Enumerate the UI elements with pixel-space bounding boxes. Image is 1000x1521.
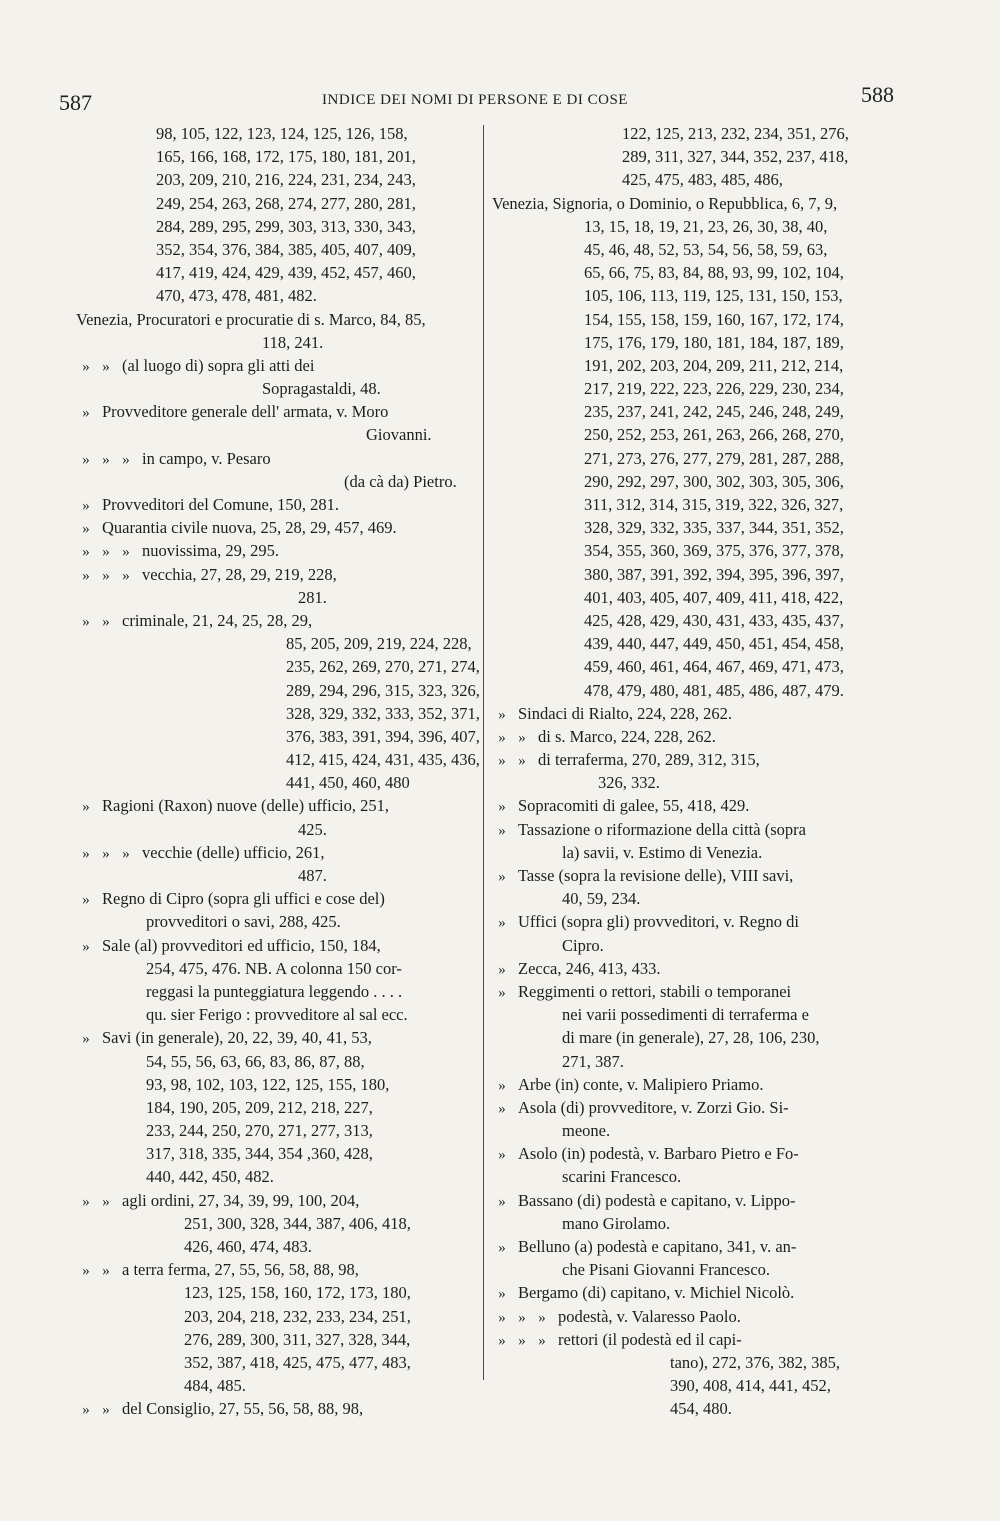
index-line-text: Cipro.	[562, 935, 604, 955]
index-line-text: 441, 450, 460, 480	[286, 773, 410, 793]
ditto-mark: »	[82, 405, 90, 422]
index-line-text: 250, 252, 253, 261, 263, 266, 268, 270,	[584, 425, 844, 445]
index-line	[76, 586, 476, 609]
index-line-text: Asola (di) provveditore, v. Zorzi Gio. Si-	[518, 1097, 789, 1117]
index-line-text: 354, 355, 360, 369, 375, 376, 377, 378,	[584, 541, 844, 561]
index-line	[492, 400, 900, 423]
page-number-left: 587	[59, 90, 92, 115]
index-line-text: 249, 254, 263, 268, 274, 277, 280, 281,	[156, 193, 416, 213]
index-line-text: 328, 329, 332, 335, 337, 344, 351, 352,	[584, 518, 844, 538]
index-line-text: 13, 15, 18, 19, 21, 23, 26, 30, 38, 40,	[584, 216, 828, 236]
ditto-mark: »	[82, 799, 90, 816]
index-line-text: 425.	[298, 819, 327, 839]
index-line	[76, 655, 480, 678]
index-line-text: 376, 383, 391, 394, 396, 407,	[286, 726, 480, 746]
index-line-text: 165, 166, 168, 172, 175, 180, 181, 201,	[156, 147, 416, 167]
index-line	[76, 168, 476, 191]
ditto-mark: »	[82, 1193, 90, 1210]
column-divider	[483, 125, 484, 1380]
index-line	[76, 1026, 476, 1049]
index-line	[492, 771, 900, 794]
index-line-text: 65, 66, 75, 83, 84, 88, 93, 99, 102, 104,	[584, 263, 844, 283]
index-line-text: Sale (al) provveditori ed ufficio, 150, 184,	[102, 935, 381, 955]
index-line	[492, 493, 900, 516]
index-line-text: Sindaci di Rialto, 224, 228, 262.	[518, 703, 733, 723]
ditto-mark: »	[498, 1240, 506, 1256]
index-line-text: nuovissima, 29, 295.	[142, 541, 280, 561]
index-line	[492, 818, 900, 841]
index-line-text: Ragioni (Raxon) nuove (delle) ufficio, 251,	[102, 796, 390, 816]
index-line-text: Savi (in generale), 20, 22, 39, 40, 41, 53,	[102, 1028, 372, 1048]
index-line-text: Bassano (di) podestà e capitano, v. Lippo-	[518, 1190, 796, 1210]
index-line	[492, 1050, 900, 1073]
index-line-text: nei varii possedimenti di terraferma e	[562, 1005, 809, 1025]
index-line	[492, 1096, 900, 1119]
index-line	[492, 284, 900, 307]
index-line-text: Venezia, Procuratori e procuratie di s. Marco, 84, 85,	[76, 309, 426, 329]
index-line	[492, 539, 900, 562]
index-line-text: Sopragastaldi, 48.	[262, 379, 381, 399]
ditto-mark: »	[102, 567, 110, 584]
index-line	[492, 1351, 900, 1374]
page-number-right: 588	[861, 82, 894, 107]
index-line	[76, 563, 476, 586]
index-line-text: 105, 106, 113, 119, 125, 131, 150, 153,	[584, 286, 843, 306]
index-line-text: 254, 475, 476. NB. A colonna 150 cor-	[146, 958, 402, 978]
index-line	[76, 1305, 476, 1328]
index-line	[492, 957, 900, 980]
index-line-text: 251, 300, 328, 344, 387, 406, 418,	[184, 1213, 411, 1233]
index-line-text: 417, 419, 424, 429, 439, 452, 457, 460,	[156, 263, 416, 283]
index-line	[492, 470, 900, 493]
index-line	[76, 609, 476, 632]
index-line-text: 425, 428, 429, 430, 431, 433, 435, 437,	[584, 610, 844, 630]
index-line	[492, 1305, 900, 1328]
index-line-text: 326, 332.	[598, 773, 660, 793]
index-line	[492, 1281, 900, 1304]
ditto-mark: »	[82, 845, 90, 862]
index-line-text: Arbe (in) conte, v. Malipiero Priamo.	[518, 1074, 764, 1094]
index-line	[76, 632, 476, 655]
index-line-text: provveditori o savi, 288, 425.	[146, 912, 341, 932]
ditto-mark: »	[498, 729, 506, 746]
index-line-text: rettori (il podestà ed il capi-	[558, 1329, 742, 1349]
index-line-text: 203, 209, 210, 216, 224, 231, 234, 243,	[156, 170, 416, 190]
index-line-text: meone.	[562, 1121, 611, 1141]
ditto-mark: »	[102, 1402, 110, 1419]
index-line-text: 289, 294, 296, 315, 323, 326,	[286, 680, 480, 700]
index-line	[492, 864, 900, 887]
ditto-mark: »	[498, 1077, 506, 1094]
index-line-text: Uffici (sopra gli) provveditori, v. Regno di	[518, 912, 799, 932]
index-line	[76, 887, 476, 910]
index-line	[76, 284, 476, 307]
index-line	[492, 331, 900, 354]
index-line-text: 311, 312, 314, 315, 319, 322, 326, 327,	[584, 495, 844, 514]
index-line-text: 54, 55, 56, 63, 66, 83, 86, 87, 88,	[146, 1051, 365, 1071]
index-line-text: 454, 480.	[670, 1399, 732, 1419]
ditto-mark: »	[102, 1193, 110, 1210]
index-line-text: tano), 272, 376, 382, 385,	[670, 1352, 841, 1372]
index-line	[76, 1096, 476, 1119]
ditto-mark: »	[102, 845, 110, 862]
index-line-text: Bergamo (di) capitano, v. Michiel Nicolò.	[518, 1283, 795, 1303]
index-line-text: 98, 105, 122, 123, 124, 125, 126, 158,	[156, 124, 408, 143]
index-line	[492, 1258, 900, 1281]
index-line-text: 217, 219, 222, 223, 226, 229, 230, 234,	[584, 379, 844, 399]
index-line-text: di terraferma, 270, 289, 312, 315,	[538, 750, 760, 770]
index-line	[492, 655, 900, 678]
index-line	[76, 818, 476, 841]
index-line	[492, 1328, 900, 1351]
ditto-mark: »	[82, 358, 90, 375]
ditto-mark: »	[498, 1309, 506, 1326]
index-line	[76, 145, 476, 168]
index-line	[492, 1374, 900, 1397]
ditto-mark: »	[538, 1309, 546, 1326]
index-line	[492, 192, 900, 215]
index-line-text: scarini Francesco.	[562, 1167, 682, 1187]
index-line-text: 478, 479, 480, 481, 485, 486, 487, 479.	[584, 680, 844, 700]
ditto-mark: »	[82, 498, 90, 514]
ditto-mark: »	[498, 1193, 506, 1210]
index-line-text: 352, 387, 418, 425, 475, 477, 483,	[184, 1352, 411, 1372]
index-line-text: Provveditore generale dell' armata, v. Moro	[102, 402, 389, 422]
index-line	[76, 1351, 476, 1374]
ditto-mark: »	[498, 706, 506, 723]
index-line-text: reggasi la punteggiatura leggendo . . . .	[146, 981, 403, 1001]
index-line-text: 401, 403, 405, 407, 409, 411, 418, 422,	[584, 587, 844, 607]
index-line	[492, 168, 900, 191]
ditto-mark: »	[498, 799, 506, 816]
ditto-mark: »	[518, 1332, 526, 1349]
ditto-mark: »	[518, 1309, 526, 1326]
index-line	[492, 702, 900, 725]
ditto-mark: »	[82, 521, 90, 538]
index-line-text: Sopracomiti di galee, 55, 418, 429.	[518, 796, 750, 816]
index-line-text: (da cà da) Pietro.	[344, 471, 457, 491]
index-line	[76, 702, 480, 725]
index-line	[492, 238, 900, 261]
index-line-text: 439, 440, 447, 449, 450, 451, 454, 458,	[584, 634, 844, 654]
index-line-text: 470, 473, 478, 481, 482.	[156, 286, 317, 306]
index-line-text: 93, 98, 102, 103, 122, 125, 155, 180,	[146, 1074, 390, 1094]
index-line	[76, 864, 476, 887]
ditto-mark: »	[122, 567, 130, 584]
index-line-text: qu. sier Ferigo : provveditore al sal ecc.	[146, 1005, 408, 1025]
index-line-text: di mare (in generale), 27, 28, 106, 230,	[562, 1028, 820, 1048]
index-line-text: 154, 155, 158, 159, 160, 167, 172, 174,	[584, 309, 844, 329]
index-line	[76, 354, 476, 377]
index-line	[492, 1189, 900, 1212]
index-line-text: Quarantia civile nuova, 25, 28, 29, 457, 469.	[102, 518, 397, 538]
index-line-text: vecchie (delle) ufficio, 261,	[142, 842, 325, 862]
index-line	[76, 1003, 476, 1026]
index-line	[492, 1119, 900, 1142]
index-line-text: criminale, 21, 24, 25, 28, 29,	[122, 610, 313, 630]
ditto-mark: »	[498, 869, 506, 885]
index-line	[76, 331, 476, 354]
index-line	[492, 609, 900, 632]
index-line-text: 412, 415, 424, 431, 435, 436,	[286, 750, 480, 770]
index-line	[76, 725, 480, 748]
ditto-mark: »	[498, 822, 506, 839]
index-line	[76, 423, 476, 446]
index-line	[76, 1235, 476, 1258]
ditto-mark: »	[498, 1147, 506, 1164]
index-line-text: 191, 202, 203, 204, 209, 211, 212, 214,	[584, 355, 844, 375]
ditto-mark: »	[82, 938, 90, 955]
index-line-text: 118, 241.	[262, 332, 324, 352]
index-line	[76, 1050, 476, 1073]
index-line-text: 184, 190, 205, 209, 212, 218, 227,	[146, 1097, 373, 1117]
index-line-text: 425, 475, 483, 485, 486,	[622, 170, 783, 190]
index-line	[76, 215, 476, 238]
ditto-mark: »	[122, 451, 130, 468]
index-line	[492, 1397, 900, 1420]
index-line-text: Provveditori del Comune, 150, 281.	[102, 495, 339, 514]
index-line	[492, 215, 900, 238]
index-line	[76, 1165, 476, 1188]
index-line	[76, 377, 476, 400]
ditto-mark: »	[82, 1402, 90, 1419]
index-line-text: Giovanni.	[366, 425, 432, 445]
index-line-text: Belluno (a) podestà e capitano, 341, v. an-	[518, 1237, 797, 1256]
ditto-mark: »	[498, 753, 506, 770]
index-line-text: 484, 485.	[184, 1376, 246, 1396]
index-line	[492, 261, 900, 284]
index-line-text: del Consiglio, 27, 55, 56, 58, 88, 98,	[122, 1399, 364, 1419]
index-line	[492, 1073, 900, 1096]
index-line-text: Tasse (sopra la revisione delle), VIII savi,	[518, 866, 794, 885]
index-line-text: 85, 205, 209, 219, 224, 228,	[286, 634, 472, 654]
ditto-mark: »	[102, 613, 110, 630]
ditto-mark: »	[82, 892, 90, 909]
ditto-mark: »	[498, 1100, 506, 1117]
ditto-mark: »	[82, 1263, 90, 1280]
index-line-text: Tassazione o riformazione della città (sopra	[518, 819, 806, 839]
index-line-text: mano Girolamo.	[562, 1213, 671, 1233]
index-line-text: che Pisani Giovanni Francesco.	[562, 1260, 771, 1280]
index-line	[76, 980, 476, 1003]
index-line	[76, 192, 476, 215]
running-header	[0, 78, 1000, 115]
ditto-mark: »	[82, 1031, 90, 1048]
index-line	[76, 934, 476, 957]
index-line	[492, 934, 900, 957]
index-line	[492, 563, 900, 586]
ditto-mark: »	[498, 1332, 506, 1349]
index-line	[492, 748, 900, 771]
index-line	[492, 586, 900, 609]
index-line-text: 487.	[298, 866, 327, 885]
index-line-text: 122, 125, 213, 232, 234, 351, 276,	[622, 124, 849, 143]
index-line	[492, 308, 900, 331]
index-line-text: di s. Marco, 224, 228, 262.	[538, 726, 716, 746]
index-line-text: podestà, v. Valaresso Paolo.	[558, 1306, 741, 1326]
index-line-text: 281.	[298, 587, 327, 607]
index-line	[76, 910, 476, 933]
index-line-text: 233, 244, 250, 270, 271, 277, 313,	[146, 1121, 373, 1141]
index-line-text: 284, 289, 295, 299, 303, 313, 330, 343,	[156, 216, 416, 236]
ditto-mark: »	[498, 915, 506, 932]
index-line-text: agli ordini, 27, 34, 39, 99, 100, 204,	[122, 1190, 360, 1210]
ditto-mark: »	[82, 544, 90, 561]
index-line	[492, 1212, 900, 1235]
ditto-mark: »	[102, 451, 110, 468]
index-line-text: Venezia, Signoria, o Dominio, o Repubblica, 6, 7, 9,	[492, 193, 838, 213]
index-line	[492, 1235, 900, 1258]
ditto-mark: »	[122, 845, 130, 862]
index-line	[492, 516, 900, 539]
index-line-text: 40, 59, 234.	[562, 889, 641, 909]
ditto-mark: »	[498, 984, 506, 1001]
ditto-mark: »	[82, 567, 90, 584]
index-line-text: 426, 460, 474, 483.	[184, 1237, 312, 1256]
index-line	[76, 748, 480, 771]
index-line	[492, 841, 900, 864]
index-line-text: 235, 237, 241, 242, 245, 246, 248, 249,	[584, 402, 844, 422]
index-line	[492, 1165, 900, 1188]
index-column-right	[492, 122, 900, 1421]
index-line	[492, 1003, 900, 1026]
index-line-text: 290, 292, 297, 300, 302, 303, 305, 306,	[584, 471, 844, 491]
ditto-mark: »	[82, 451, 90, 468]
index-line	[492, 145, 900, 168]
index-line-text: Zecca, 246, 413, 433.	[518, 958, 661, 978]
index-line	[76, 794, 476, 817]
ditto-mark: »	[122, 544, 130, 561]
index-line-text: a terra ferma, 27, 55, 56, 58, 88, 98,	[122, 1260, 359, 1280]
index-line-text: 271, 273, 276, 277, 279, 281, 287, 288,	[584, 448, 844, 468]
index-line	[76, 238, 476, 261]
index-line	[76, 1073, 476, 1096]
ditto-mark: »	[498, 961, 506, 978]
ditto-mark: »	[518, 729, 526, 746]
index-line	[492, 910, 900, 933]
index-line	[492, 447, 900, 470]
index-line-text: Asolo (in) podestà, v. Barbaro Pietro e Fo-	[518, 1144, 799, 1164]
ditto-mark: »	[518, 753, 526, 770]
index-line-text: 317, 318, 335, 344, 354 ,360, 428,	[146, 1144, 373, 1164]
running-title: INDICE DEI NOMI DI PERSONE E DI COSE	[322, 92, 628, 108]
index-line	[76, 1281, 476, 1304]
index-line-text: 276, 289, 300, 311, 327, 328, 344,	[184, 1329, 411, 1349]
index-line	[76, 1397, 476, 1420]
index-line	[76, 122, 476, 145]
index-line-text: (al luogo di) sopra gli atti dei	[122, 355, 315, 375]
index-line-text: 235, 262, 269, 270, 271, 274,	[286, 657, 480, 677]
index-line	[76, 1328, 476, 1351]
ditto-mark: »	[102, 544, 110, 561]
index-line-text: 123, 125, 158, 160, 172, 173, 180,	[184, 1283, 411, 1303]
index-line	[76, 1189, 476, 1212]
index-line	[492, 679, 900, 702]
index-line	[76, 308, 476, 331]
index-line	[76, 679, 480, 702]
index-line	[492, 377, 900, 400]
ditto-mark: »	[498, 1286, 506, 1303]
index-line	[76, 493, 476, 516]
index-line	[492, 725, 900, 748]
index-line-text: 45, 46, 48, 52, 53, 54, 56, 58, 59, 63,	[584, 239, 828, 259]
ditto-mark: »	[102, 358, 110, 375]
index-line-text: 352, 354, 376, 384, 385, 405, 407, 409,	[156, 239, 416, 259]
index-line	[76, 539, 476, 562]
index-line	[492, 794, 900, 817]
index-line-text: Reggimenti o rettori, stabili o temporanei	[518, 981, 792, 1001]
index-line-text: 271, 387.	[562, 1051, 624, 1071]
index-line	[492, 632, 900, 655]
index-line-text: la) savii, v. Estimo di Venezia.	[562, 842, 763, 862]
index-line	[492, 354, 900, 377]
index-line-text: in campo, v. Pesaro	[142, 448, 271, 468]
index-line	[76, 1142, 476, 1165]
index-line	[76, 447, 476, 470]
index-line	[76, 1374, 476, 1397]
index-line	[76, 1258, 476, 1281]
index-line	[492, 1026, 900, 1049]
index-line-text: 203, 204, 218, 232, 233, 234, 251,	[184, 1306, 411, 1326]
index-line-text: 175, 176, 179, 180, 181, 184, 187, 189,	[584, 332, 844, 352]
index-line	[76, 771, 476, 794]
ditto-mark: »	[538, 1332, 546, 1349]
index-line	[76, 957, 476, 980]
index-line	[492, 980, 900, 1003]
index-line-text: 459, 460, 461, 464, 467, 469, 471, 473,	[584, 657, 844, 677]
index-line	[76, 400, 476, 423]
ditto-mark: »	[82, 613, 90, 630]
index-line-text: 380, 387, 391, 392, 394, 395, 396, 397,	[584, 564, 844, 584]
index-line	[76, 841, 476, 864]
index-line-text: Regno di Cipro (sopra gli uffici e cose del)	[102, 889, 385, 909]
index-line	[76, 516, 476, 539]
index-line	[492, 423, 900, 446]
index-line-text: 328, 329, 332, 333, 352, 371,	[286, 703, 480, 723]
index-line-text: 390, 408, 414, 441, 452,	[670, 1376, 831, 1396]
index-line	[76, 470, 476, 493]
index-line	[492, 887, 900, 910]
ditto-mark: »	[102, 1263, 110, 1280]
index-line	[492, 122, 900, 145]
index-column-left	[76, 122, 480, 1421]
index-line	[76, 1212, 476, 1235]
index-line-text: vecchia, 27, 28, 29, 219, 228,	[142, 564, 337, 584]
index-line-text: 440, 442, 450, 482.	[146, 1167, 274, 1187]
index-line	[492, 1142, 900, 1165]
index-line	[76, 1119, 476, 1142]
index-line	[76, 261, 476, 284]
index-line-text: 289, 311, 327, 344, 352, 237, 418,	[622, 147, 849, 167]
